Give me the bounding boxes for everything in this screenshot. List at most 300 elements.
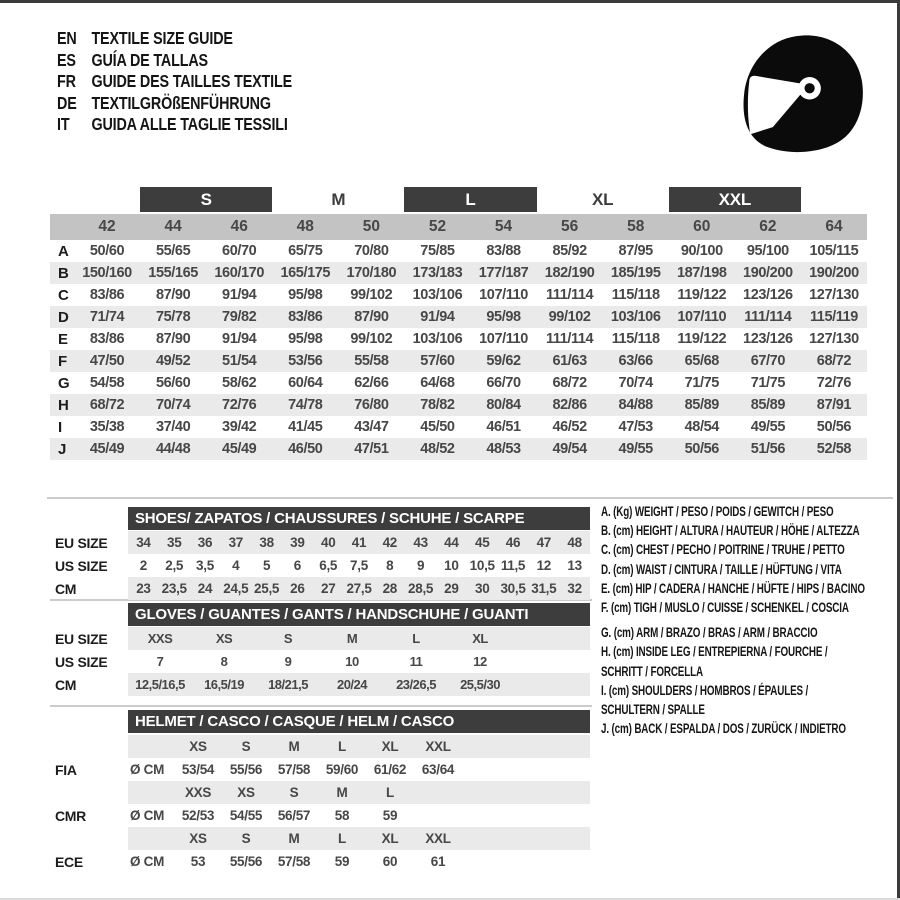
measurement-value-cell: 78/82 — [420, 397, 455, 413]
measurement-value-cell: 103/106 — [412, 331, 463, 347]
measurement-value-cell: 76/80 — [354, 397, 389, 413]
measurement-value-cell: 57/60 — [420, 353, 455, 369]
measurement-value-cell: 46/52 — [552, 419, 587, 435]
helmet-size-table — [55, 735, 590, 873]
measurement-value-cell: 35/38 — [89, 419, 125, 435]
section-row — [55, 650, 590, 673]
section-row — [55, 577, 590, 600]
measurement-value-cell: 90/100 — [680, 243, 723, 259]
measurement-value-cell: 170/180 — [346, 265, 397, 281]
measurement-value-cell: 65/75 — [288, 243, 323, 259]
measurement-value-cell: 59/62 — [486, 353, 521, 369]
row-label — [55, 827, 128, 850]
language-code: IT — [57, 114, 70, 135]
legend-line: F. (cm) TIGH / MUSLO / CUISSE / SCHENKEL / COSCIA — [601, 600, 849, 616]
measurement-value-cell: 165/175 — [280, 265, 331, 281]
title-block — [57, 28, 292, 136]
helmet-size-value-cell: 54/55 — [229, 808, 263, 823]
measurement-value-cell: 49/52 — [155, 353, 191, 369]
legend-item — [601, 623, 893, 642]
size-value-cell: 34 — [136, 535, 151, 550]
measurement-legend — [601, 502, 893, 738]
measurement-value-cell: 43/47 — [354, 419, 389, 435]
size-value-cell: 2,5 — [165, 558, 184, 573]
size-value-cell: 47 — [536, 535, 551, 550]
measurement-value-cell: 75/78 — [155, 309, 191, 325]
row-label: EU SIZE — [55, 534, 108, 551]
title-line — [57, 50, 292, 72]
title-text: TEXTILE SIZE GUIDE — [91, 28, 233, 49]
section-row — [55, 531, 590, 554]
measurement-value-cell: 150/160 — [82, 265, 132, 281]
measurement-value-cell: 45/50 — [420, 419, 455, 435]
size-value-cell: M — [346, 631, 358, 646]
row-values — [128, 577, 590, 600]
measurement-value-cell: 91/94 — [222, 287, 257, 303]
size-value-cell: 26 — [290, 581, 305, 596]
size-value-cell: 11 — [409, 654, 423, 669]
measurement-value-cell: 71/74 — [89, 309, 125, 325]
size-value-cell: 7 — [156, 654, 164, 669]
measurement-value-cell: 75/85 — [420, 243, 455, 259]
measurement-value-cell: 39/42 — [222, 419, 257, 435]
shoes-size-table — [55, 531, 590, 600]
size-group-l: L — [404, 187, 536, 212]
measurement-value-cell: 182/190 — [544, 265, 595, 281]
legend-line: B. (cm) HEIGHT / ALTURA / HAUTEUR / HÖHE / ALTEZZA — [601, 523, 860, 539]
measurement-value-cell: 68/72 — [89, 397, 125, 413]
size-value-cell: 9 — [416, 558, 425, 573]
size-column-header: 60 — [693, 218, 711, 235]
measurement-value-cell: 85/92 — [552, 243, 587, 259]
measurement-value-cell: 60/70 — [222, 243, 257, 259]
measurement-value-cell: 71/75 — [684, 375, 719, 391]
row-values — [128, 850, 590, 873]
size-group-header-row — [50, 187, 867, 212]
row-values — [128, 735, 590, 758]
measurement-value-cell: 70/80 — [354, 243, 389, 259]
helmet-values-row — [55, 758, 590, 781]
row-label: US SIZE — [55, 557, 108, 574]
row-letter: I — [58, 418, 63, 436]
size-value-cell: 7,5 — [350, 558, 368, 573]
measurement-value-cell: 83/86 — [89, 287, 125, 303]
size-value-cell: 25,5 — [254, 581, 280, 596]
measurement-value-cell: 87/90 — [155, 287, 191, 303]
measurement-value-cell: 37/40 — [155, 419, 191, 435]
legend-line: D. (cm) WAIST / CINTURA / TAILLE / HÜFTUNG / VITA — [601, 561, 842, 577]
legend-line: A. (Kg) WEIGHT / PESO / POIDS / GEWITCH / PESO — [601, 504, 834, 519]
row-values — [128, 804, 590, 827]
size-value-cell: 37 — [228, 535, 243, 550]
helmet-sizes-row — [55, 735, 590, 758]
legend-line: E. (cm) HIP / CADERA / HANCHE / HÜFTE / HIPS / BACINO — [601, 580, 865, 596]
size-column-header: 46 — [230, 218, 248, 235]
measurement-value-cell: 99/102 — [350, 287, 393, 303]
row-label — [55, 781, 128, 804]
measurement-value-cell: 107/110 — [479, 331, 528, 347]
diameter-unit-label: Ø CM — [130, 762, 165, 777]
helmet-size-value-cell: 59 — [334, 854, 350, 869]
helmet-size-value-cell: 53/54 — [181, 762, 215, 777]
row-values — [128, 531, 590, 554]
size-column-header: 54 — [494, 218, 513, 235]
size-value-cell: 10 — [444, 558, 459, 573]
helmet-size-value-cell: 61/62 — [373, 762, 407, 777]
helmet-sizes-row — [55, 827, 590, 850]
size-column-header: 64 — [825, 218, 843, 235]
title-line — [57, 114, 292, 136]
diameter-unit-label: Ø CM — [130, 854, 165, 869]
measurement-value-cell: 111/114 — [744, 309, 792, 325]
size-value-cell: 6 — [293, 558, 301, 573]
measurement-value-cell: 70/74 — [155, 397, 191, 413]
measurement-value-cell: 83/86 — [288, 309, 323, 325]
measurement-value-cell: 111/114 — [546, 287, 594, 303]
measurement-value-cell: 55/58 — [354, 353, 389, 369]
size-column-header: 50 — [362, 218, 380, 235]
measurement-rows — [50, 240, 867, 460]
measurement-value-cell: 53/56 — [288, 353, 323, 369]
size-value-cell: 6,5 — [319, 558, 338, 573]
table-row-g — [50, 372, 867, 394]
measurement-value-cell: 95/98 — [288, 331, 323, 347]
measurement-value-cell: 187/198 — [676, 265, 727, 281]
measurement-value-cell: 107/110 — [677, 309, 727, 325]
size-value-cell: 41 — [351, 535, 367, 550]
legend-item — [601, 642, 893, 680]
size-value-cell: 39 — [290, 535, 305, 550]
measurement-value-cell: 60/64 — [288, 375, 323, 391]
measurement-value-cell: 91/94 — [222, 331, 257, 347]
size-group-xl: XL — [592, 189, 614, 209]
helmet-size-label: M — [336, 785, 348, 800]
language-code: EN — [57, 28, 77, 49]
helmet-size-label: XS — [237, 785, 255, 800]
measurement-value-cell: 45/49 — [222, 441, 257, 457]
helmet-size-label: S — [241, 739, 251, 754]
measurement-value-cell: 48/53 — [486, 441, 521, 457]
row-values — [128, 827, 590, 850]
measurement-value-cell: 47/51 — [354, 441, 389, 457]
measurement-value-cell: 99/102 — [350, 331, 393, 347]
legend-item — [601, 521, 893, 540]
measurement-value-cell: 123/126 — [743, 331, 793, 347]
legend-line: I. (cm) SHOULDERS / HOMBROS / ÉPAULES / — [601, 682, 809, 698]
row-values — [128, 781, 590, 804]
measurement-value-cell: 46/51 — [486, 419, 521, 435]
measurement-value-cell: 119/122 — [677, 287, 727, 303]
legend-item — [601, 598, 893, 617]
measurement-value-cell: 119/122 — [677, 331, 727, 347]
measurement-value-cell: 68/72 — [816, 353, 852, 369]
helmet-sizes-row — [55, 781, 590, 804]
measurement-value-cell: 71/75 — [750, 375, 786, 391]
size-value-cell: 30,5 — [500, 581, 526, 596]
legend-item — [601, 719, 893, 738]
helmet-size-value-cell: 53 — [190, 854, 206, 869]
row-label: CM — [55, 676, 77, 693]
helmet-size-label: L — [338, 739, 346, 754]
size-value-cell: 11,5 — [500, 558, 526, 573]
helmet-size-label: XS — [189, 831, 207, 846]
row-values — [128, 554, 590, 577]
size-value-cell: 23,5 — [161, 581, 187, 596]
size-value-cell: 12 — [536, 558, 551, 573]
measurement-value-cell: 55/65 — [155, 243, 191, 259]
size-value-cell: 23/26,5 — [396, 677, 436, 692]
size-value-cell: S — [283, 631, 293, 646]
helmet-size-value-cell: 59 — [382, 808, 398, 823]
row-letter: A — [58, 242, 69, 260]
measurement-value-cell: 127/130 — [809, 331, 859, 347]
size-value-cell: 28,5 — [408, 581, 434, 596]
helmet-size-label: XXL — [425, 739, 451, 754]
size-value-cell: 24 — [197, 581, 213, 596]
helmet-size-label: L — [338, 831, 346, 846]
measurement-value-cell: 52/58 — [816, 441, 852, 457]
measurement-value-cell: 99/102 — [548, 309, 591, 325]
measurement-value-cell: 87/90 — [155, 331, 191, 347]
measurement-value-cell: 95/98 — [288, 287, 323, 303]
size-group-s: S — [140, 187, 272, 212]
measurement-value-cell: 56/60 — [155, 375, 191, 391]
row-letter: H — [58, 396, 69, 414]
legend-line: SCHULTERN / SPALLE — [601, 702, 705, 718]
size-column-header: 48 — [296, 218, 314, 235]
measurement-value-cell: 127/130 — [809, 287, 859, 303]
corner-cell — [50, 214, 74, 240]
measurement-value-cell: 64/68 — [420, 375, 455, 391]
measurement-value-cell: 80/84 — [486, 397, 521, 413]
legend-line: C. (cm) CHEST / PECHO / POITRINE / TRUHE / PETTO — [601, 542, 845, 558]
table-row-b — [50, 262, 867, 284]
textile-size-table — [50, 187, 867, 460]
measurement-value-cell: 67/70 — [750, 353, 786, 369]
measurement-value-cell: 83/88 — [486, 243, 521, 259]
measurement-value-cell: 87/90 — [354, 309, 389, 325]
measurement-value-cell: 103/106 — [610, 309, 661, 325]
measurement-value-cell: 72/76 — [222, 397, 257, 413]
table-row-j — [50, 438, 867, 460]
legend-item — [601, 502, 893, 521]
helmet-size-value-cell: 58 — [334, 808, 350, 823]
measurement-value-cell: 115/118 — [611, 287, 660, 303]
measurement-value-cell: 87/91 — [816, 397, 852, 413]
helmet-size-label: XL — [381, 739, 399, 754]
size-value-cell: 2 — [139, 558, 147, 573]
size-value-cell: 24,5 — [223, 581, 249, 596]
size-value-cell: 43 — [413, 535, 428, 550]
legend-item — [601, 579, 893, 598]
measurement-value-cell: 185/195 — [610, 265, 661, 281]
table-row-a — [50, 240, 867, 262]
size-value-cell: 38 — [259, 535, 274, 550]
measurement-value-cell: 123/126 — [743, 287, 793, 303]
size-column-header: 52 — [428, 218, 447, 235]
helmet-size-value-cell: 61 — [430, 854, 446, 869]
measurement-value-cell: 41/45 — [288, 419, 323, 435]
row-values — [128, 758, 590, 781]
size-value-cell: 35 — [166, 535, 182, 550]
helmet-size-value-cell: 56/57 — [277, 808, 311, 823]
helmet-size-label: L — [386, 785, 394, 800]
legend-item — [601, 560, 893, 579]
section-row — [55, 627, 590, 650]
legend-item — [601, 540, 893, 559]
row-letter: G — [58, 374, 70, 392]
size-group-m: M — [331, 189, 346, 209]
size-column-header: 62 — [759, 218, 777, 235]
size-value-cell: 32 — [567, 581, 582, 596]
size-column-header: 44 — [164, 218, 182, 235]
size-value-cell: 36 — [197, 535, 213, 550]
size-value-cell: 5 — [262, 558, 271, 573]
size-value-cell: 13 — [567, 558, 582, 573]
measurement-value-cell: 103/106 — [412, 287, 463, 303]
measurement-value-cell: 95/100 — [746, 243, 789, 259]
standard-label: ECE — [55, 853, 83, 870]
helmet-size-label: M — [288, 831, 300, 846]
helmet-size-label: XXL — [425, 831, 451, 846]
row-values — [128, 627, 590, 650]
title-line — [57, 28, 292, 50]
size-value-cell: 10 — [345, 654, 359, 669]
table-row-h — [50, 394, 867, 416]
row-letter: F — [58, 352, 68, 370]
measurement-value-cell: 46/50 — [288, 441, 323, 457]
size-value-cell: 28 — [382, 581, 397, 596]
measurement-value-cell: 70/74 — [618, 375, 653, 391]
language-code: FR — [57, 71, 76, 92]
measurement-value-cell: 160/170 — [214, 265, 265, 281]
size-column-header: 56 — [560, 218, 579, 235]
measurement-value-cell: 115/119 — [809, 309, 858, 325]
size-column-header: 42 — [98, 218, 116, 235]
measurement-value-cell: 83/86 — [89, 331, 125, 347]
size-value-cell: 27,5 — [346, 581, 372, 596]
racing-helmet-icon — [735, 30, 873, 168]
helmet-size-label: S — [241, 831, 251, 846]
size-value-cell: 40 — [320, 535, 336, 550]
standard-label: FIA — [55, 761, 77, 778]
numeric-size-header-row — [50, 214, 867, 240]
size-value-cell: 10,5 — [469, 558, 495, 573]
measurement-value-cell: 190/200 — [743, 265, 793, 281]
helmet-values-row — [55, 804, 590, 827]
helmet-size-label: S — [289, 785, 299, 800]
title-text: GUÍA DE TALLAS — [91, 49, 208, 70]
size-value-cell: 9 — [284, 654, 292, 669]
measurement-value-cell: 62/66 — [354, 375, 389, 391]
measurement-value-cell: 61/63 — [552, 353, 587, 369]
title-text: GUIDE DES TAILLES TEXTILE — [91, 71, 292, 92]
measurement-value-cell: 47/53 — [618, 419, 653, 435]
measurement-value-cell: 87/95 — [618, 243, 653, 259]
table-row-c — [50, 284, 867, 306]
size-value-cell: L — [412, 631, 420, 646]
size-value-cell: 48 — [567, 535, 582, 550]
measurement-value-cell: 58/62 — [222, 375, 257, 391]
size-value-cell: 30 — [474, 581, 490, 596]
measurement-value-cell: 50/56 — [684, 441, 719, 457]
measurement-value-cell: 48/54 — [684, 419, 719, 435]
measurement-value-cell: 49/54 — [552, 441, 587, 457]
row-values — [128, 673, 590, 696]
language-code: DE — [57, 92, 77, 113]
size-value-cell: 12 — [473, 654, 487, 669]
measurement-value-cell: 105/115 — [809, 243, 859, 259]
size-value-cell: 8 — [220, 654, 228, 669]
size-value-cell: 27 — [320, 581, 336, 596]
language-code: ES — [57, 49, 76, 70]
size-value-cell: XS — [215, 631, 233, 646]
size-value-cell: 23 — [136, 581, 151, 596]
measurement-value-cell: 91/94 — [420, 309, 455, 325]
measurement-value-cell: 111/114 — [546, 331, 594, 347]
page-border-top — [0, 0, 900, 3]
helmet-size-value-cell: 63/64 — [421, 762, 455, 777]
measurement-value-cell: 85/89 — [684, 397, 719, 413]
size-value-cell: 45 — [474, 535, 490, 550]
size-value-cell: 46 — [505, 535, 521, 550]
size-value-cell: XXS — [147, 631, 173, 646]
row-letter: J — [58, 440, 67, 458]
size-column-header: 58 — [627, 218, 645, 235]
legend-line: J. (cm) BACK / ESPALDA / DOS / ZURÜCK / INDIETRO — [601, 721, 846, 737]
helmet-size-value-cell: 55/56 — [229, 762, 263, 777]
measurement-value-cell: 50/60 — [89, 243, 125, 259]
title-line — [57, 93, 292, 115]
measurement-value-cell: 51/56 — [750, 441, 786, 457]
legend-item — [601, 681, 893, 719]
measurement-value-cell: 50/56 — [816, 419, 852, 435]
gloves-size-table — [55, 627, 590, 696]
measurement-value-cell: 48/52 — [420, 441, 455, 457]
helmet-size-label: M — [288, 739, 300, 754]
measurement-value-cell: 54/58 — [89, 375, 125, 391]
table-row-e — [50, 328, 867, 350]
measurement-value-cell: 115/118 — [611, 331, 660, 347]
measurement-value-cell: 68/72 — [552, 375, 587, 391]
separator-line — [50, 705, 592, 707]
size-value-cell: 12,5/16,5 — [135, 677, 185, 692]
helmet-size-value-cell: 52/53 — [181, 808, 215, 823]
measurement-value-cell: 79/82 — [222, 309, 257, 325]
measurement-value-cell: 85/89 — [750, 397, 786, 413]
size-value-cell: 3,5 — [196, 558, 214, 573]
measurement-value-cell: 44/48 — [155, 441, 191, 457]
title-line — [57, 71, 292, 93]
separator-line — [47, 497, 893, 499]
row-letter: D — [58, 308, 69, 326]
helmet-section-header: HELMET / CASCO / CASQUE / HELM / CASCO — [128, 710, 590, 733]
legend-line: H. (cm) INSIDE LEG / ENTREPIERNA / FOURCHE / — [601, 644, 828, 660]
helmet-values-row — [55, 850, 590, 873]
measurement-value-cell: 72/76 — [816, 375, 852, 391]
title-text: TEXTILGRÖßENFÜHRUNG — [91, 92, 271, 113]
row-label: US SIZE — [55, 653, 108, 670]
size-value-cell: 18/21,5 — [268, 677, 308, 692]
helmet-size-value-cell: 55/56 — [229, 854, 263, 869]
helmet-size-label: XXS — [184, 785, 212, 800]
size-value-cell: 20/24 — [336, 677, 368, 692]
row-letter: E — [58, 330, 69, 348]
size-value-cell: 4 — [232, 558, 240, 573]
size-value-cell: 31,5 — [531, 581, 557, 596]
helmet-size-value-cell: 60 — [382, 854, 398, 869]
shoes-section-header: SHOES/ ZAPATOS / CHAUSSURES / SCHUHE / SCARPE — [128, 507, 590, 530]
